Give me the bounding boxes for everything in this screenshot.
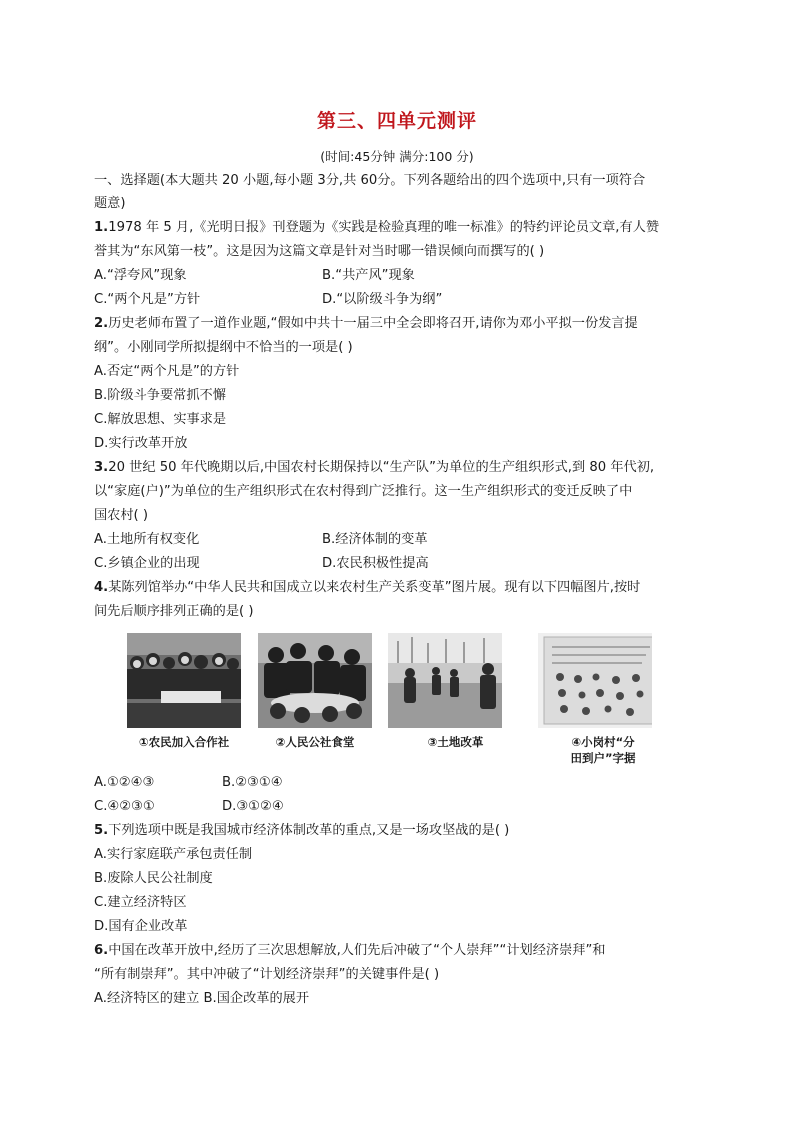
q4-option-d: D.③①②④ <box>222 799 284 814</box>
q2-option-d: D.实行改革开放 <box>94 436 188 451</box>
q1-line1: 1978 年 5 月,《光明日报》刊登题为《实践是检验真理的唯一标准》的特约评论员文章,有人赞 <box>108 220 660 235</box>
caption-4-line2: 田到户”字据 <box>570 751 636 765</box>
q3-option-a: A.土地所有权变化 <box>94 532 200 547</box>
q6-line2: “所有制崇拜”。其中冲破了“计划经济崇拜”的关键事件是( ) <box>94 967 440 982</box>
q2-option-a: A.否定“两个凡是”的方针 <box>94 364 240 379</box>
q6-stem <box>94 942 605 960</box>
q2-number: 2. <box>94 316 109 331</box>
q6-line1: 中国在改革开放中,经历了三次思想解放,人们先后冲破了“个人崇拜”“计划经济崇拜”和 <box>108 943 606 958</box>
q3-line3: 国农村( ) <box>94 508 149 523</box>
q5-option-b: B.废除人民公社制度 <box>94 871 213 886</box>
q6-options-ab: A.经济特区的建立 B.国企改革的展开 <box>94 991 310 1006</box>
q4-option-b: B.②③①④ <box>222 775 283 790</box>
caption-1: ①农民加入合作社 <box>138 735 230 749</box>
q5-stem <box>94 822 509 840</box>
q3-number: 3. <box>94 460 109 475</box>
q3-line2: 以“家庭(户)”为单位的生产组织形式在农村得到广泛推行。这一生产组织形式的变迁反映了中 <box>94 484 633 499</box>
q3-stem <box>94 459 654 477</box>
q1-stem <box>94 219 659 237</box>
q1-option-c: C.“两个凡是”方针 <box>94 292 201 307</box>
q4-stem <box>94 579 640 597</box>
q2-option-b: B.阶级斗争要常抓不懈 <box>94 388 226 403</box>
photo-xiaogang-document <box>538 633 652 728</box>
q6-number: 6. <box>94 943 109 958</box>
q2-line2: 纲”。小刚同学所拟提纲中不恰当的一项是( ) <box>94 340 353 355</box>
q2-option-c: C.解放思想、实事求是 <box>94 412 227 427</box>
exam-meta: (时间:45分钟 满分:100 分) <box>320 149 474 164</box>
q1-number: 1. <box>94 220 109 235</box>
q3-line1: 20 世纪 50 年代晚期以后,中国农村长期保持以“生产队”为单位的生产组织形式,到 80 年代初, <box>108 460 655 475</box>
q4-option-a: A.①②④③ <box>94 775 155 790</box>
photo-land-reform <box>388 633 502 728</box>
q1-option-a: A.“浮夸风”现象 <box>94 268 187 283</box>
q3-option-c: C.乡镇企业的出现 <box>94 556 200 571</box>
q4-option-c: C.④②③① <box>94 799 155 814</box>
q4-line2: 间先后顺序排列正确的是( ) <box>94 604 254 619</box>
q3-option-b: B.经济体制的变革 <box>322 532 428 547</box>
caption-2: ②人民公社食堂 <box>275 735 355 749</box>
q5-line1: 下列选项中既是我国城市经济体制改革的重点,又是一场攻坚战的是( ) <box>108 823 510 838</box>
q4-line1: 某陈列馆举办“中华人民共和国成立以来农村生产关系变革”图片展。现有以下四幅图片,按时 <box>108 580 641 595</box>
q1-option-d: D.“以阶级斗争为纲” <box>322 292 443 307</box>
q2-stem <box>94 315 638 333</box>
photo-cooperative <box>127 633 241 728</box>
q4-number: 4. <box>94 580 109 595</box>
q1-line2: 誉其为“东风第一枝”。这是因为这篇文章是针对当时哪一错误倾向而撰写的( ) <box>94 244 545 259</box>
q2-line1: 历史老师布置了一道作业题,“假如中共十一届三中全会即将召开,请你为邓小平拟一份发言提 <box>108 316 638 331</box>
q1-option-b: B.“共产风”现象 <box>322 268 415 283</box>
q5-option-a: A.实行家庭联产承包责任制 <box>94 847 253 862</box>
q5-number: 5. <box>94 823 109 838</box>
photo-commune-canteen <box>258 633 372 728</box>
caption-3: ③土地改革 <box>427 735 484 749</box>
caption-4-line1: ④小岗村“分 <box>571 735 635 749</box>
q5-option-c: C.建立经济特区 <box>94 895 187 910</box>
q5-option-d: D.国有企业改革 <box>94 919 188 934</box>
section-heading: 一、选择题(本大题共 20 小题,每小题 3分,共 60分。下列各题给出的四个选项中,只有一项符合 <box>94 173 646 188</box>
q3-option-d: D.农民积极性提高 <box>322 556 429 571</box>
page-title: 第三、四单元测评 <box>316 110 477 132</box>
section-heading-cont: 题意) <box>94 196 126 211</box>
